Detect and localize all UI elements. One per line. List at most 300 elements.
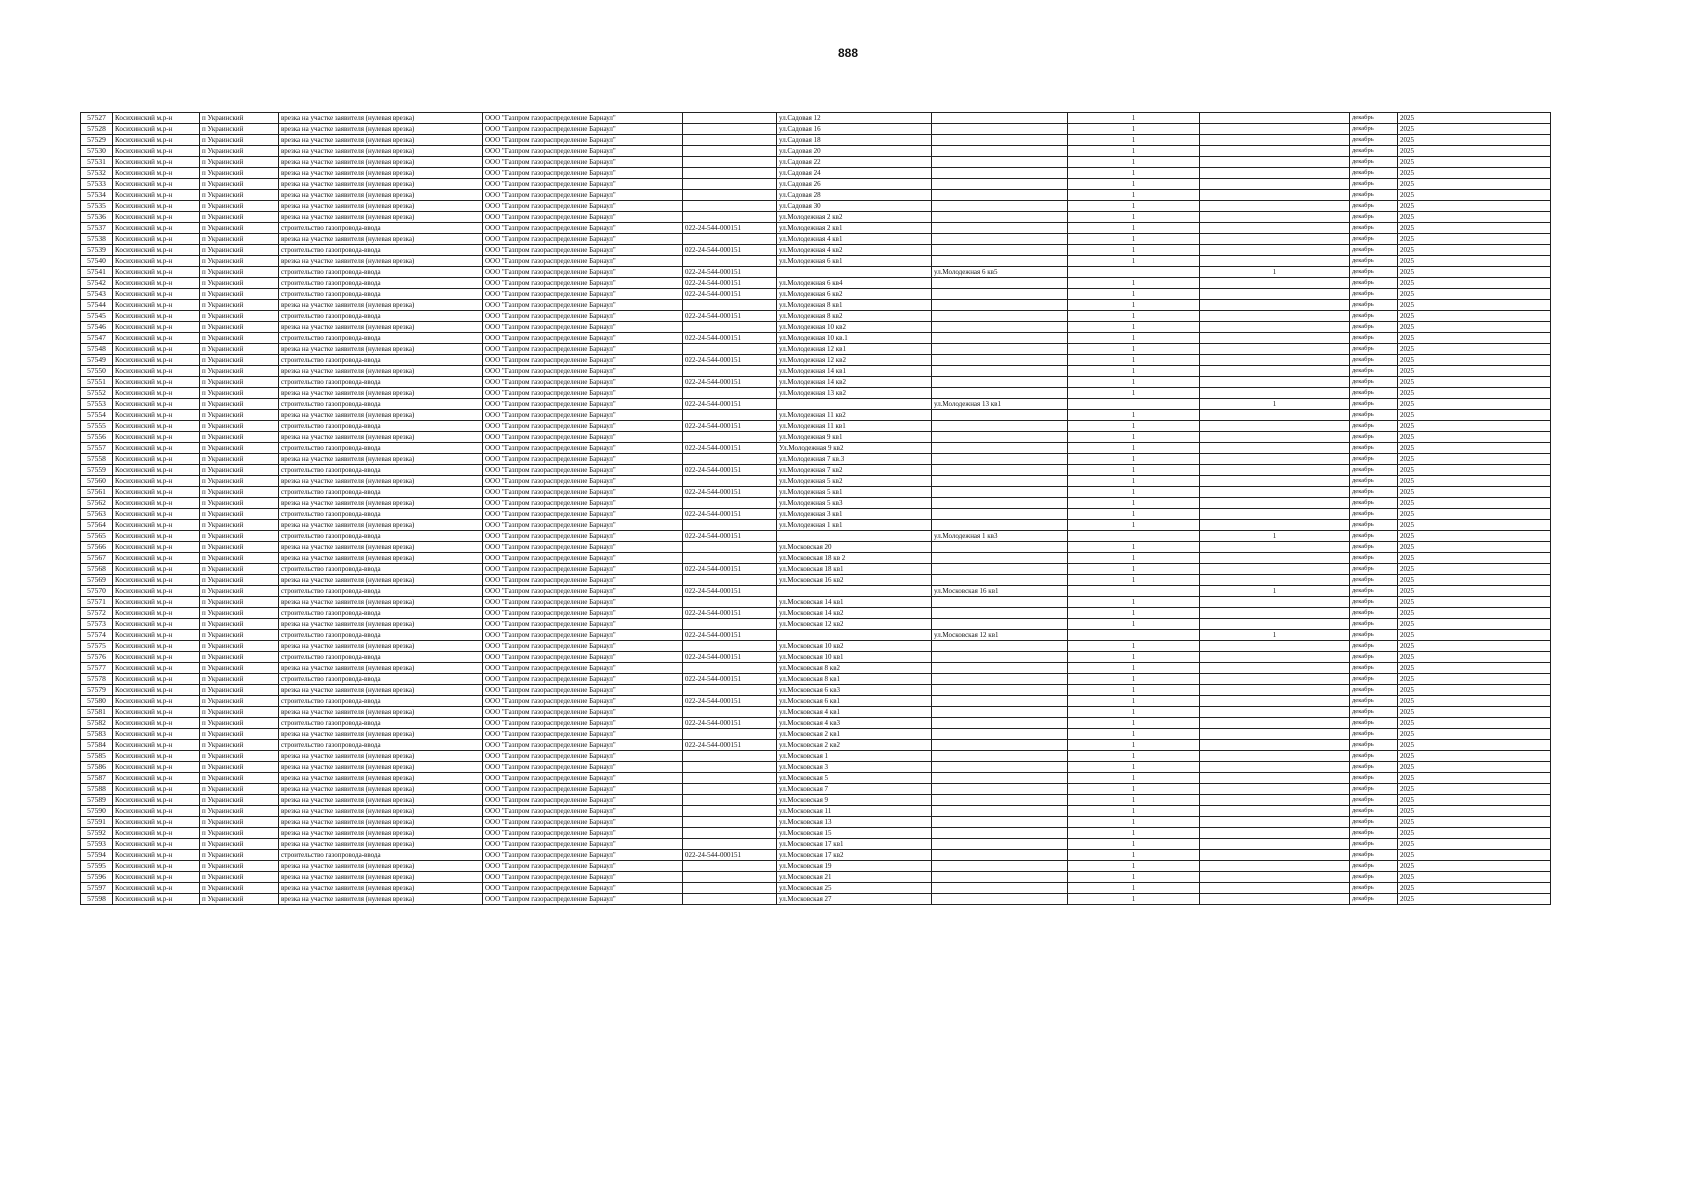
doc-cell (683, 498, 777, 509)
qty2-cell (1200, 311, 1350, 322)
qty2-cell (1200, 696, 1350, 707)
work-cell: врезка на участке заявителя (нулевая врезка) (279, 135, 483, 146)
year-cell: 2025 (1398, 366, 1551, 377)
org-cell: ООО "Газпром газораспределение Барнаул" (483, 454, 683, 465)
table-row (81, 883, 1551, 894)
area-cell: п Украинский (200, 509, 279, 520)
area-cell: п Украинский (200, 872, 279, 883)
table-row (81, 124, 1551, 135)
qty2-cell (1200, 542, 1350, 553)
month-cell: декабрь (1350, 113, 1398, 124)
month-cell: декабрь (1350, 300, 1398, 311)
work-cell: строительство газопровода-ввода (279, 586, 483, 597)
qty-cell: 1 (1068, 718, 1200, 729)
district-cell: Косихинский м.р-н (113, 223, 200, 234)
qty-cell: 1 (1068, 663, 1200, 674)
address-cell: ул.Московская 17 кв1 (777, 839, 932, 850)
num-cell: 57593 (81, 839, 113, 850)
qty2-cell (1200, 344, 1350, 355)
num-cell: 57539 (81, 245, 113, 256)
area-cell: п Украинский (200, 223, 279, 234)
org-cell: ООО "Газпром газораспределение Барнаул" (483, 817, 683, 828)
district-cell: Косихинский м.р-н (113, 278, 200, 289)
num-cell: 57553 (81, 399, 113, 410)
org-cell: ООО "Газпром газораспределение Барнаул" (483, 564, 683, 575)
work-cell: врезка на участке заявителя (нулевая врезка) (279, 883, 483, 894)
area-cell: п Украинский (200, 421, 279, 432)
work-cell: строительство газопровода-ввода (279, 223, 483, 234)
qty2-cell (1200, 740, 1350, 751)
address2-cell (932, 564, 1068, 575)
district-cell: Косихинский м.р-н (113, 399, 200, 410)
qty2-cell (1200, 179, 1350, 190)
doc-cell (683, 256, 777, 267)
work-cell: строительство газопровода-ввода (279, 718, 483, 729)
table-row (81, 355, 1551, 366)
address2-cell (932, 113, 1068, 124)
qty2-cell (1200, 234, 1350, 245)
area-cell: п Украинский (200, 146, 279, 157)
org-cell: ООО "Газпром газораспределение Барнаул" (483, 641, 683, 652)
month-cell: декабрь (1350, 872, 1398, 883)
area-cell: п Украинский (200, 278, 279, 289)
work-cell: врезка на участке заявителя (нулевая врезка) (279, 861, 483, 872)
work-cell: врезка на участке заявителя (нулевая врезка) (279, 300, 483, 311)
num-cell: 57545 (81, 311, 113, 322)
table-row (81, 135, 1551, 146)
qty-cell: 1 (1068, 432, 1200, 443)
qty-cell: 1 (1068, 641, 1200, 652)
qty2-cell (1200, 300, 1350, 311)
month-cell: декабрь (1350, 630, 1398, 641)
num-cell: 57575 (81, 641, 113, 652)
table-row (81, 245, 1551, 256)
qty2-cell (1200, 124, 1350, 135)
num-cell: 57577 (81, 663, 113, 674)
address-cell: ул.Московская 20 (777, 542, 932, 553)
month-cell: декабрь (1350, 322, 1398, 333)
num-cell: 57574 (81, 630, 113, 641)
org-cell: ООО "Газпром газораспределение Барнаул" (483, 773, 683, 784)
num-cell: 57573 (81, 619, 113, 630)
month-cell: декабрь (1350, 476, 1398, 487)
address2-cell (932, 806, 1068, 817)
qty2-cell (1200, 828, 1350, 839)
qty2-cell (1200, 322, 1350, 333)
qty-cell: 1 (1068, 377, 1200, 388)
year-cell: 2025 (1398, 597, 1551, 608)
org-cell: ООО "Газпром газораспределение Барнаул" (483, 311, 683, 322)
year-cell: 2025 (1398, 575, 1551, 586)
address2-cell (932, 641, 1068, 652)
area-cell: п Украинский (200, 388, 279, 399)
year-cell: 2025 (1398, 410, 1551, 421)
num-cell: 57587 (81, 773, 113, 784)
work-cell: врезка на участке заявителя (нулевая врезка) (279, 795, 483, 806)
qty2-cell (1200, 388, 1350, 399)
num-cell: 57598 (81, 894, 113, 905)
month-cell: декабрь (1350, 718, 1398, 729)
area-cell: п Украинский (200, 850, 279, 861)
area-cell: п Украинский (200, 377, 279, 388)
num-cell: 57532 (81, 168, 113, 179)
work-cell: врезка на участке заявителя (нулевая врезка) (279, 366, 483, 377)
year-cell: 2025 (1398, 740, 1551, 751)
num-cell: 57542 (81, 278, 113, 289)
qty2-cell (1200, 872, 1350, 883)
district-cell: Косихинский м.р-н (113, 465, 200, 476)
month-cell: декабрь (1350, 762, 1398, 773)
area-cell: п Украинский (200, 729, 279, 740)
year-cell: 2025 (1398, 190, 1551, 201)
district-cell: Косихинский м.р-н (113, 861, 200, 872)
qty-cell: 1 (1068, 355, 1200, 366)
org-cell: ООО "Газпром газораспределение Барнаул" (483, 212, 683, 223)
num-cell: 57589 (81, 795, 113, 806)
qty-cell: 1 (1068, 322, 1200, 333)
qty2-cell (1200, 597, 1350, 608)
work-cell: строительство газопровода-ввода (279, 311, 483, 322)
work-cell: врезка на участке заявителя (нулевая врезка) (279, 124, 483, 135)
district-cell: Косихинский м.р-н (113, 663, 200, 674)
qty2-cell (1200, 806, 1350, 817)
work-cell: врезка на участке заявителя (нулевая врезка) (279, 146, 483, 157)
org-cell: ООО "Газпром газораспределение Барнаул" (483, 190, 683, 201)
num-cell: 57528 (81, 124, 113, 135)
district-cell: Косихинский м.р-н (113, 872, 200, 883)
work-cell: строительство газопровода-ввода (279, 355, 483, 366)
work-cell: врезка на участке заявителя (нулевая врезка) (279, 168, 483, 179)
table-row (81, 751, 1551, 762)
month-cell: декабрь (1350, 509, 1398, 520)
work-cell: врезка на участке заявителя (нулевая врезка) (279, 773, 483, 784)
year-cell: 2025 (1398, 322, 1551, 333)
num-cell: 57579 (81, 685, 113, 696)
address-cell: ул.Московская 21 (777, 872, 932, 883)
district-cell: Косихинский м.р-н (113, 509, 200, 520)
month-cell: декабрь (1350, 410, 1398, 421)
address-cell: ул.Молодежная 13 кв2 (777, 388, 932, 399)
year-cell: 2025 (1398, 465, 1551, 476)
qty2-cell (1200, 476, 1350, 487)
doc-cell: 022-24-544-000151 (683, 333, 777, 344)
org-cell: ООО "Газпром газораспределение Барнаул" (483, 410, 683, 421)
area-cell: п Украинский (200, 784, 279, 795)
work-cell: строительство газопровода-ввода (279, 509, 483, 520)
org-cell: ООО "Газпром газораспределение Барнаул" (483, 487, 683, 498)
table-row (81, 201, 1551, 212)
area-cell: п Украинский (200, 487, 279, 498)
area-cell: п Украинский (200, 289, 279, 300)
table-row (81, 817, 1551, 828)
num-cell: 57557 (81, 443, 113, 454)
month-cell: декабрь (1350, 377, 1398, 388)
org-cell: ООО "Газпром газораспределение Барнаул" (483, 377, 683, 388)
area-cell: п Украинский (200, 795, 279, 806)
work-cell: врезка на участке заявителя (нулевая врезка) (279, 839, 483, 850)
qty2-cell (1200, 443, 1350, 454)
year-cell: 2025 (1398, 289, 1551, 300)
area-cell: п Украинский (200, 311, 279, 322)
org-cell: ООО "Газпром газораспределение Барнаул" (483, 432, 683, 443)
year-cell: 2025 (1398, 256, 1551, 267)
doc-cell (683, 707, 777, 718)
qty2-cell: 1 (1200, 586, 1350, 597)
num-cell: 57554 (81, 410, 113, 421)
year-cell: 2025 (1398, 641, 1551, 652)
qty-cell: 1 (1068, 157, 1200, 168)
address-cell: ул.Садовая 30 (777, 201, 932, 212)
doc-cell (683, 597, 777, 608)
month-cell: декабрь (1350, 146, 1398, 157)
month-cell: декабрь (1350, 817, 1398, 828)
num-cell: 57560 (81, 476, 113, 487)
qty-cell: 1 (1068, 476, 1200, 487)
year-cell: 2025 (1398, 564, 1551, 575)
year-cell: 2025 (1398, 300, 1551, 311)
address2-cell (932, 377, 1068, 388)
district-cell: Косихинский м.р-н (113, 575, 200, 586)
month-cell: декабрь (1350, 729, 1398, 740)
qty2-cell (1200, 278, 1350, 289)
district-cell: Косихинский м.р-н (113, 388, 200, 399)
month-cell: декабрь (1350, 223, 1398, 234)
qty-cell: 1 (1068, 685, 1200, 696)
year-cell: 2025 (1398, 520, 1551, 531)
address2-cell (932, 146, 1068, 157)
district-cell: Косихинский м.р-н (113, 234, 200, 245)
area-cell: п Украинский (200, 685, 279, 696)
year-cell: 2025 (1398, 542, 1551, 553)
org-cell: ООО "Газпром газораспределение Барнаул" (483, 707, 683, 718)
work-cell: врезка на участке заявителя (нулевая врезка) (279, 410, 483, 421)
area-cell: п Украинский (200, 817, 279, 828)
doc-cell (683, 663, 777, 674)
area-cell: п Украинский (200, 894, 279, 905)
table-row (81, 531, 1551, 542)
doc-cell: 022-24-544-000151 (683, 377, 777, 388)
district-cell: Косихинский м.р-н (113, 366, 200, 377)
area-cell: п Украинский (200, 256, 279, 267)
district-cell: Косихинский м.р-н (113, 443, 200, 454)
num-cell: 57591 (81, 817, 113, 828)
area-cell: п Украинский (200, 751, 279, 762)
qty-cell: 1 (1068, 784, 1200, 795)
qty2-cell (1200, 377, 1350, 388)
address2-cell (932, 234, 1068, 245)
area-cell: п Украинский (200, 564, 279, 575)
district-cell: Косихинский м.р-н (113, 586, 200, 597)
month-cell: декабрь (1350, 795, 1398, 806)
qty2-cell (1200, 223, 1350, 234)
address-cell: ул.Московская 10 кв1 (777, 652, 932, 663)
doc-cell (683, 773, 777, 784)
address2-cell: ул.Молодежная 13 кв1 (932, 399, 1068, 410)
qty2-cell (1200, 883, 1350, 894)
document-table (80, 112, 1551, 905)
doc-cell (683, 344, 777, 355)
qty2-cell (1200, 289, 1350, 300)
qty2-cell (1200, 619, 1350, 630)
year-cell: 2025 (1398, 388, 1551, 399)
work-cell: врезка на участке заявителя (нулевая врезка) (279, 806, 483, 817)
table-row (81, 410, 1551, 421)
qty-cell: 1 (1068, 124, 1200, 135)
num-cell: 57595 (81, 861, 113, 872)
table-row (81, 762, 1551, 773)
table-row (81, 179, 1551, 190)
org-cell: ООО "Газпром газораспределение Барнаул" (483, 223, 683, 234)
qty-cell: 1 (1068, 454, 1200, 465)
area-cell: п Украинский (200, 212, 279, 223)
year-cell: 2025 (1398, 729, 1551, 740)
table-row (81, 553, 1551, 564)
work-cell: врезка на участке заявителя (нулевая врезка) (279, 520, 483, 531)
org-cell: ООО "Газпром газораспределение Барнаул" (483, 256, 683, 267)
month-cell: декабрь (1350, 212, 1398, 223)
num-cell: 57580 (81, 696, 113, 707)
org-cell: ООО "Газпром газораспределение Барнаул" (483, 179, 683, 190)
month-cell: декабрь (1350, 443, 1398, 454)
doc-cell (683, 124, 777, 135)
month-cell: декабрь (1350, 861, 1398, 872)
area-cell: п Украинский (200, 465, 279, 476)
address2-cell (932, 685, 1068, 696)
doc-cell (683, 388, 777, 399)
org-cell: ООО "Газпром газораспределение Барнаул" (483, 443, 683, 454)
year-cell: 2025 (1398, 146, 1551, 157)
doc-cell: 022-24-544-000151 (683, 311, 777, 322)
table-row (81, 784, 1551, 795)
month-cell: декабрь (1350, 278, 1398, 289)
num-cell: 57564 (81, 520, 113, 531)
qty2-cell: 1 (1200, 531, 1350, 542)
qty2-cell (1200, 157, 1350, 168)
month-cell: декабрь (1350, 553, 1398, 564)
month-cell: декабрь (1350, 619, 1398, 630)
num-cell: 57561 (81, 487, 113, 498)
district-cell: Косихинский м.р-н (113, 168, 200, 179)
org-cell: ООО "Газпром газораспределение Барнаул" (483, 619, 683, 630)
num-cell: 57582 (81, 718, 113, 729)
district-cell: Косихинский м.р-н (113, 784, 200, 795)
address2-cell (932, 597, 1068, 608)
work-cell: строительство газопровода-ввода (279, 850, 483, 861)
table-row (81, 300, 1551, 311)
work-cell: врезка на участке заявителя (нулевая врезка) (279, 432, 483, 443)
qty2-cell (1200, 520, 1350, 531)
org-cell: ООО "Газпром газораспределение Барнаул" (483, 828, 683, 839)
district-cell: Косихинский м.р-н (113, 685, 200, 696)
district-cell: Косихинский м.р-н (113, 333, 200, 344)
qty2-cell (1200, 575, 1350, 586)
work-cell: строительство газопровода-ввода (279, 531, 483, 542)
org-cell: ООО "Газпром газораспределение Барнаул" (483, 630, 683, 641)
year-cell: 2025 (1398, 201, 1551, 212)
qty2-cell (1200, 454, 1350, 465)
area-cell: п Украинский (200, 542, 279, 553)
district-cell: Косихинский м.р-н (113, 300, 200, 311)
district-cell: Косихинский м.р-н (113, 850, 200, 861)
table-row (81, 498, 1551, 509)
work-cell: строительство газопровода-ввода (279, 377, 483, 388)
address2-cell (932, 795, 1068, 806)
month-cell: декабрь (1350, 740, 1398, 751)
address2-cell (932, 619, 1068, 630)
year-cell: 2025 (1398, 894, 1551, 905)
work-cell: врезка на участке заявителя (нулевая врезка) (279, 212, 483, 223)
district-cell: Косихинский м.р-н (113, 828, 200, 839)
qty2-cell: 1 (1200, 267, 1350, 278)
district-cell: Косихинский м.р-н (113, 630, 200, 641)
address2-cell: ул.Московская 12 кв1 (932, 630, 1068, 641)
year-cell: 2025 (1398, 399, 1551, 410)
org-cell: ООО "Газпром газораспределение Барнаул" (483, 146, 683, 157)
area-cell: п Украинский (200, 476, 279, 487)
district-cell: Косихинский м.р-н (113, 883, 200, 894)
qty2-cell (1200, 256, 1350, 267)
num-cell: 57576 (81, 652, 113, 663)
month-cell: декабрь (1350, 124, 1398, 135)
area-cell: п Украинский (200, 498, 279, 509)
org-cell: ООО "Газпром газораспределение Барнаул" (483, 861, 683, 872)
district-cell: Косихинский м.р-н (113, 564, 200, 575)
address-cell: ул.Садовая 20 (777, 146, 932, 157)
district-cell: Косихинский м.р-н (113, 190, 200, 201)
address-cell: ул.Московская 2 кв1 (777, 729, 932, 740)
qty-cell: 1 (1068, 212, 1200, 223)
month-cell: декабрь (1350, 597, 1398, 608)
month-cell: декабрь (1350, 784, 1398, 795)
table-row (81, 256, 1551, 267)
address-cell: ул.Садовая 18 (777, 135, 932, 146)
doc-cell: 022-24-544-000151 (683, 674, 777, 685)
address-cell: ул.Московская 8 кв1 (777, 674, 932, 685)
address2-cell (932, 366, 1068, 377)
area-cell: п Украинский (200, 454, 279, 465)
district-cell: Косихинский м.р-н (113, 817, 200, 828)
address2-cell (932, 850, 1068, 861)
qty2-cell (1200, 564, 1350, 575)
qty2-cell (1200, 410, 1350, 421)
org-cell: ООО "Газпром газораспределение Барнаул" (483, 201, 683, 212)
work-cell: врезка на участке заявителя (нулевая врезка) (279, 641, 483, 652)
area-cell: п Украинский (200, 300, 279, 311)
area-cell: п Украинский (200, 828, 279, 839)
address2-cell: ул.Молодежная 6 кв5 (932, 267, 1068, 278)
district-cell: Косихинский м.р-н (113, 135, 200, 146)
month-cell: декабрь (1350, 135, 1398, 146)
org-cell: ООО "Газпром газораспределение Барнаул" (483, 784, 683, 795)
year-cell: 2025 (1398, 278, 1551, 289)
qty2-cell (1200, 168, 1350, 179)
qty-cell: 1 (1068, 256, 1200, 267)
year-cell: 2025 (1398, 311, 1551, 322)
table-row (81, 476, 1551, 487)
qty-cell: 1 (1068, 894, 1200, 905)
work-cell: врезка на участке заявителя (нулевая врезка) (279, 707, 483, 718)
org-cell: ООО "Газпром газораспределение Барнаул" (483, 124, 683, 135)
num-cell: 57541 (81, 267, 113, 278)
qty-cell: 1 (1068, 113, 1200, 124)
qty2-cell (1200, 784, 1350, 795)
address-cell: ул.Молодежная 9 кв1 (777, 432, 932, 443)
address2-cell (932, 355, 1068, 366)
qty-cell: 1 (1068, 597, 1200, 608)
area-cell: п Украинский (200, 630, 279, 641)
year-cell: 2025 (1398, 344, 1551, 355)
address-cell: ул.Московская 6 кв3 (777, 685, 932, 696)
